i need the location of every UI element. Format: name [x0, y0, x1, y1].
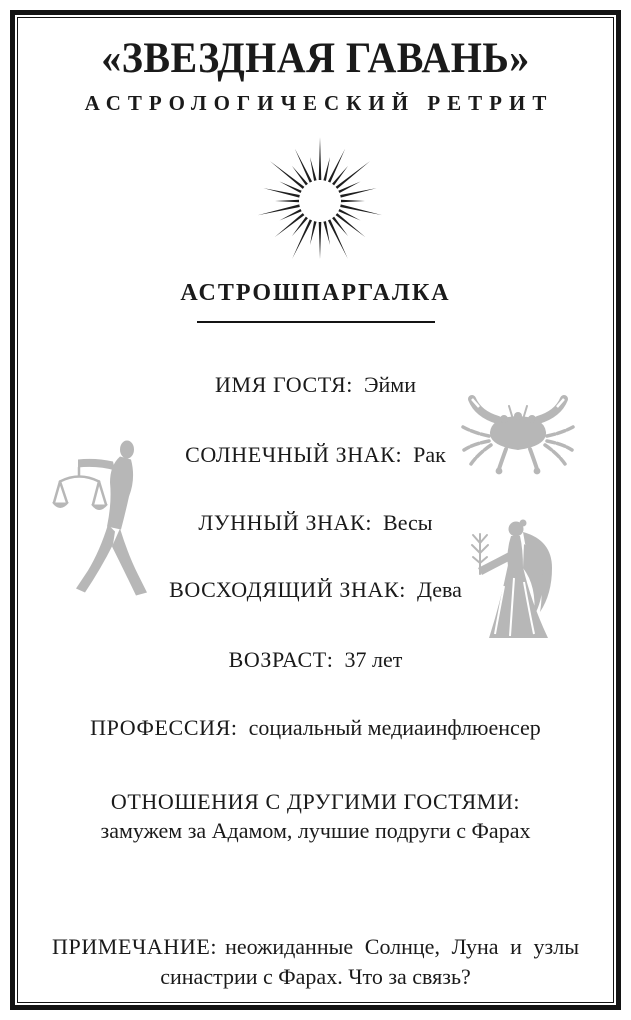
- virgo-maiden-icon: [466, 516, 572, 650]
- sun-sign-label: СОЛНЕЧНЫЙ ЗНАК:: [185, 442, 403, 467]
- page-subtitle: АСТРОЛОГИЧЕСКИЙ РЕТРИТ: [84, 91, 554, 115]
- age-value: 37 лет: [344, 647, 403, 672]
- rising-sign-label: ВОСХОДЯЩИЙ ЗНАК:: [169, 577, 406, 602]
- sunburst-icon: [250, 131, 390, 271]
- note-value: неожиданные Солнце, Луна и узлы синастрии с Фарах. Что за связь?: [160, 934, 579, 989]
- field-age: [0, 646, 631, 674]
- page-title: «ЗВЕЗДНАЯ ГАВАНЬ»: [101, 35, 530, 82]
- moon-sign-label: ЛУННЫЙ ЗНАК:: [198, 510, 373, 535]
- profession-label: ПРОФЕССИЯ:: [90, 715, 238, 740]
- age-label: ВОЗРАСТ:: [228, 647, 334, 672]
- section-heading: АСТРОШПАРГАЛКА: [180, 280, 451, 306]
- field-note: [52, 932, 579, 992]
- guest-name-label: ИМЯ ГОСТЯ:: [214, 372, 353, 397]
- sun-sign-value: Рак: [413, 442, 446, 467]
- field-profession: [0, 714, 631, 742]
- libra-scales-figure-icon: [50, 436, 180, 602]
- cancer-crab-icon: [458, 392, 578, 480]
- field-relationships: [0, 787, 631, 845]
- relationships-value: замужем за Адамом, лучшие подруги с Фарах: [100, 818, 531, 843]
- rising-sign-value: Дева: [416, 577, 462, 602]
- note-label: ПРИМЕЧАНИЕ:: [52, 934, 218, 959]
- heading-underline: [197, 321, 435, 323]
- moon-sign-value: Весы: [383, 510, 433, 535]
- profession-value: социальный медиаинфлюенсер: [248, 715, 541, 740]
- guest-name-value: Эйми: [364, 372, 416, 397]
- relationships-label: ОТНОШЕНИЯ С ДРУГИМИ ГОСТЯМИ:: [110, 789, 521, 814]
